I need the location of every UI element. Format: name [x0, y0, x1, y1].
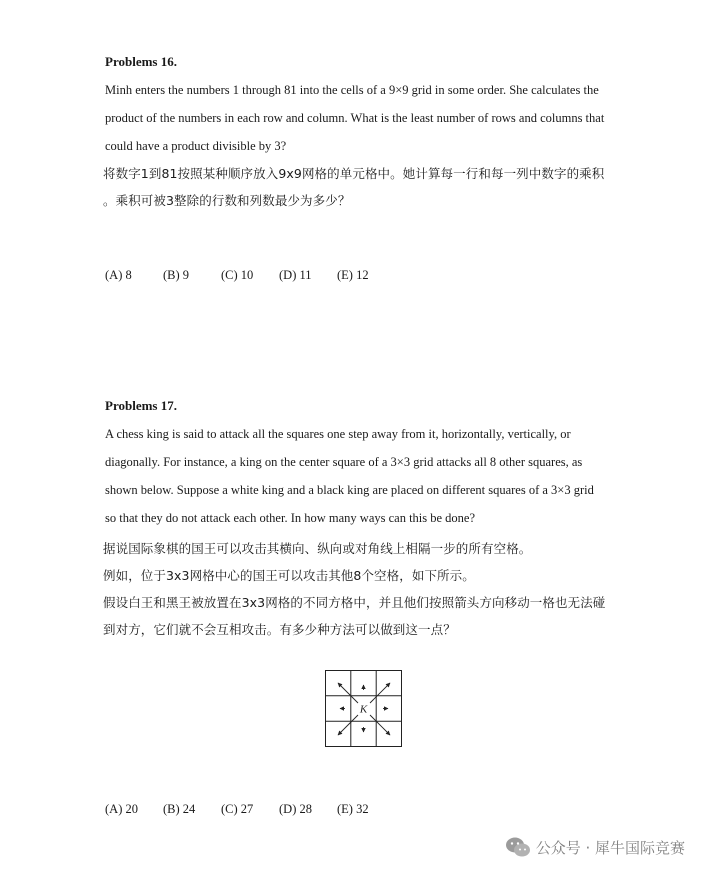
problem-17-english-line: A chess king is said to attack all the squares one step away from it, horizontally, vertically, or: [105, 427, 571, 441]
choice-e: (E) 12: [337, 268, 369, 282]
problem-17-chinese-line: 例如，位于3x3网格中心的国王可以攻击其他8个空格，如下所示。: [103, 568, 475, 583]
king-label: K: [359, 703, 368, 716]
arrow-nw: [338, 683, 358, 703]
arrow-ne: [370, 683, 390, 703]
problem-17-chinese-line: 到对方，它们就不会互相攻击。有多少种方法可以做到这一点？: [103, 622, 456, 637]
watermark: [505, 836, 685, 858]
problem-16-english-line: could have a product divisible by 3?: [105, 139, 287, 153]
problem-17-title: Problems 17.: [105, 398, 177, 413]
problem-16-english-line: Minh enters the numbers 1 through 81 into the cells of a 9×9 grid in some order. She calculates the: [105, 83, 599, 97]
problem-17-chinese: [103, 535, 608, 643]
problem-16-choices: [105, 268, 395, 283]
choice-e: (E) 32: [337, 802, 369, 816]
problem-17-chinese-line: 假设白王和黑王被放置在3x3网格的不同方格中，并且他们按照箭头方向移动一格也无法碰: [103, 595, 606, 610]
problem-16-title: Problems 16.: [105, 54, 177, 69]
wechat-icon: [505, 836, 531, 858]
choice-c: (C) 27: [221, 802, 254, 816]
king-attack-diagram: [325, 670, 403, 748]
choice-d: (D) 28: [279, 802, 312, 816]
choice-c: (C) 10: [221, 268, 254, 282]
problem-16-chinese-line: 。乘积可被3整除的行数和列数最少为多少？: [103, 193, 351, 208]
arrow-sw: [338, 715, 358, 735]
choice-b: (B) 24: [163, 802, 196, 816]
problem-16-chinese-line: 将数字1到81按照某种顺序放入9x9网格的单元格中。她计算每一行和每一列中数字的乘积: [103, 166, 605, 181]
problem-16-english-line: product of the numbers in each row and column. What is the least number of rows and columns that: [105, 111, 605, 125]
problem-17-english-line: shown below. Suppose a white king and a black king are placed on different squares of a 3×3 grid: [105, 483, 594, 497]
problem-17-english: [105, 420, 605, 532]
problem-16-chinese: [103, 160, 608, 214]
arrow-se: [370, 715, 390, 735]
problem-17-choices: [105, 802, 395, 817]
problem-17-english-line: so that they do not attack each other. In how many ways can this be done?: [105, 511, 476, 525]
choice-a: (A) 20: [105, 802, 138, 816]
choice-a: (A) 8: [105, 268, 132, 282]
choice-b: (B) 9: [163, 268, 190, 282]
problem-17-chinese-line: 据说国际象棋的国王可以攻击其横向、纵向或对角线上相隔一步的所有空格。: [103, 541, 532, 556]
problem-16-english: [105, 76, 605, 160]
watermark-text: 公众号 · 犀牛国际竞赛: [535, 838, 685, 857]
problem-17-english-line: diagonally. For instance, a king on the center square of a 3×3 grid attacks all 8 other squares, as: [105, 455, 583, 469]
choice-d: (D) 11: [279, 268, 312, 282]
